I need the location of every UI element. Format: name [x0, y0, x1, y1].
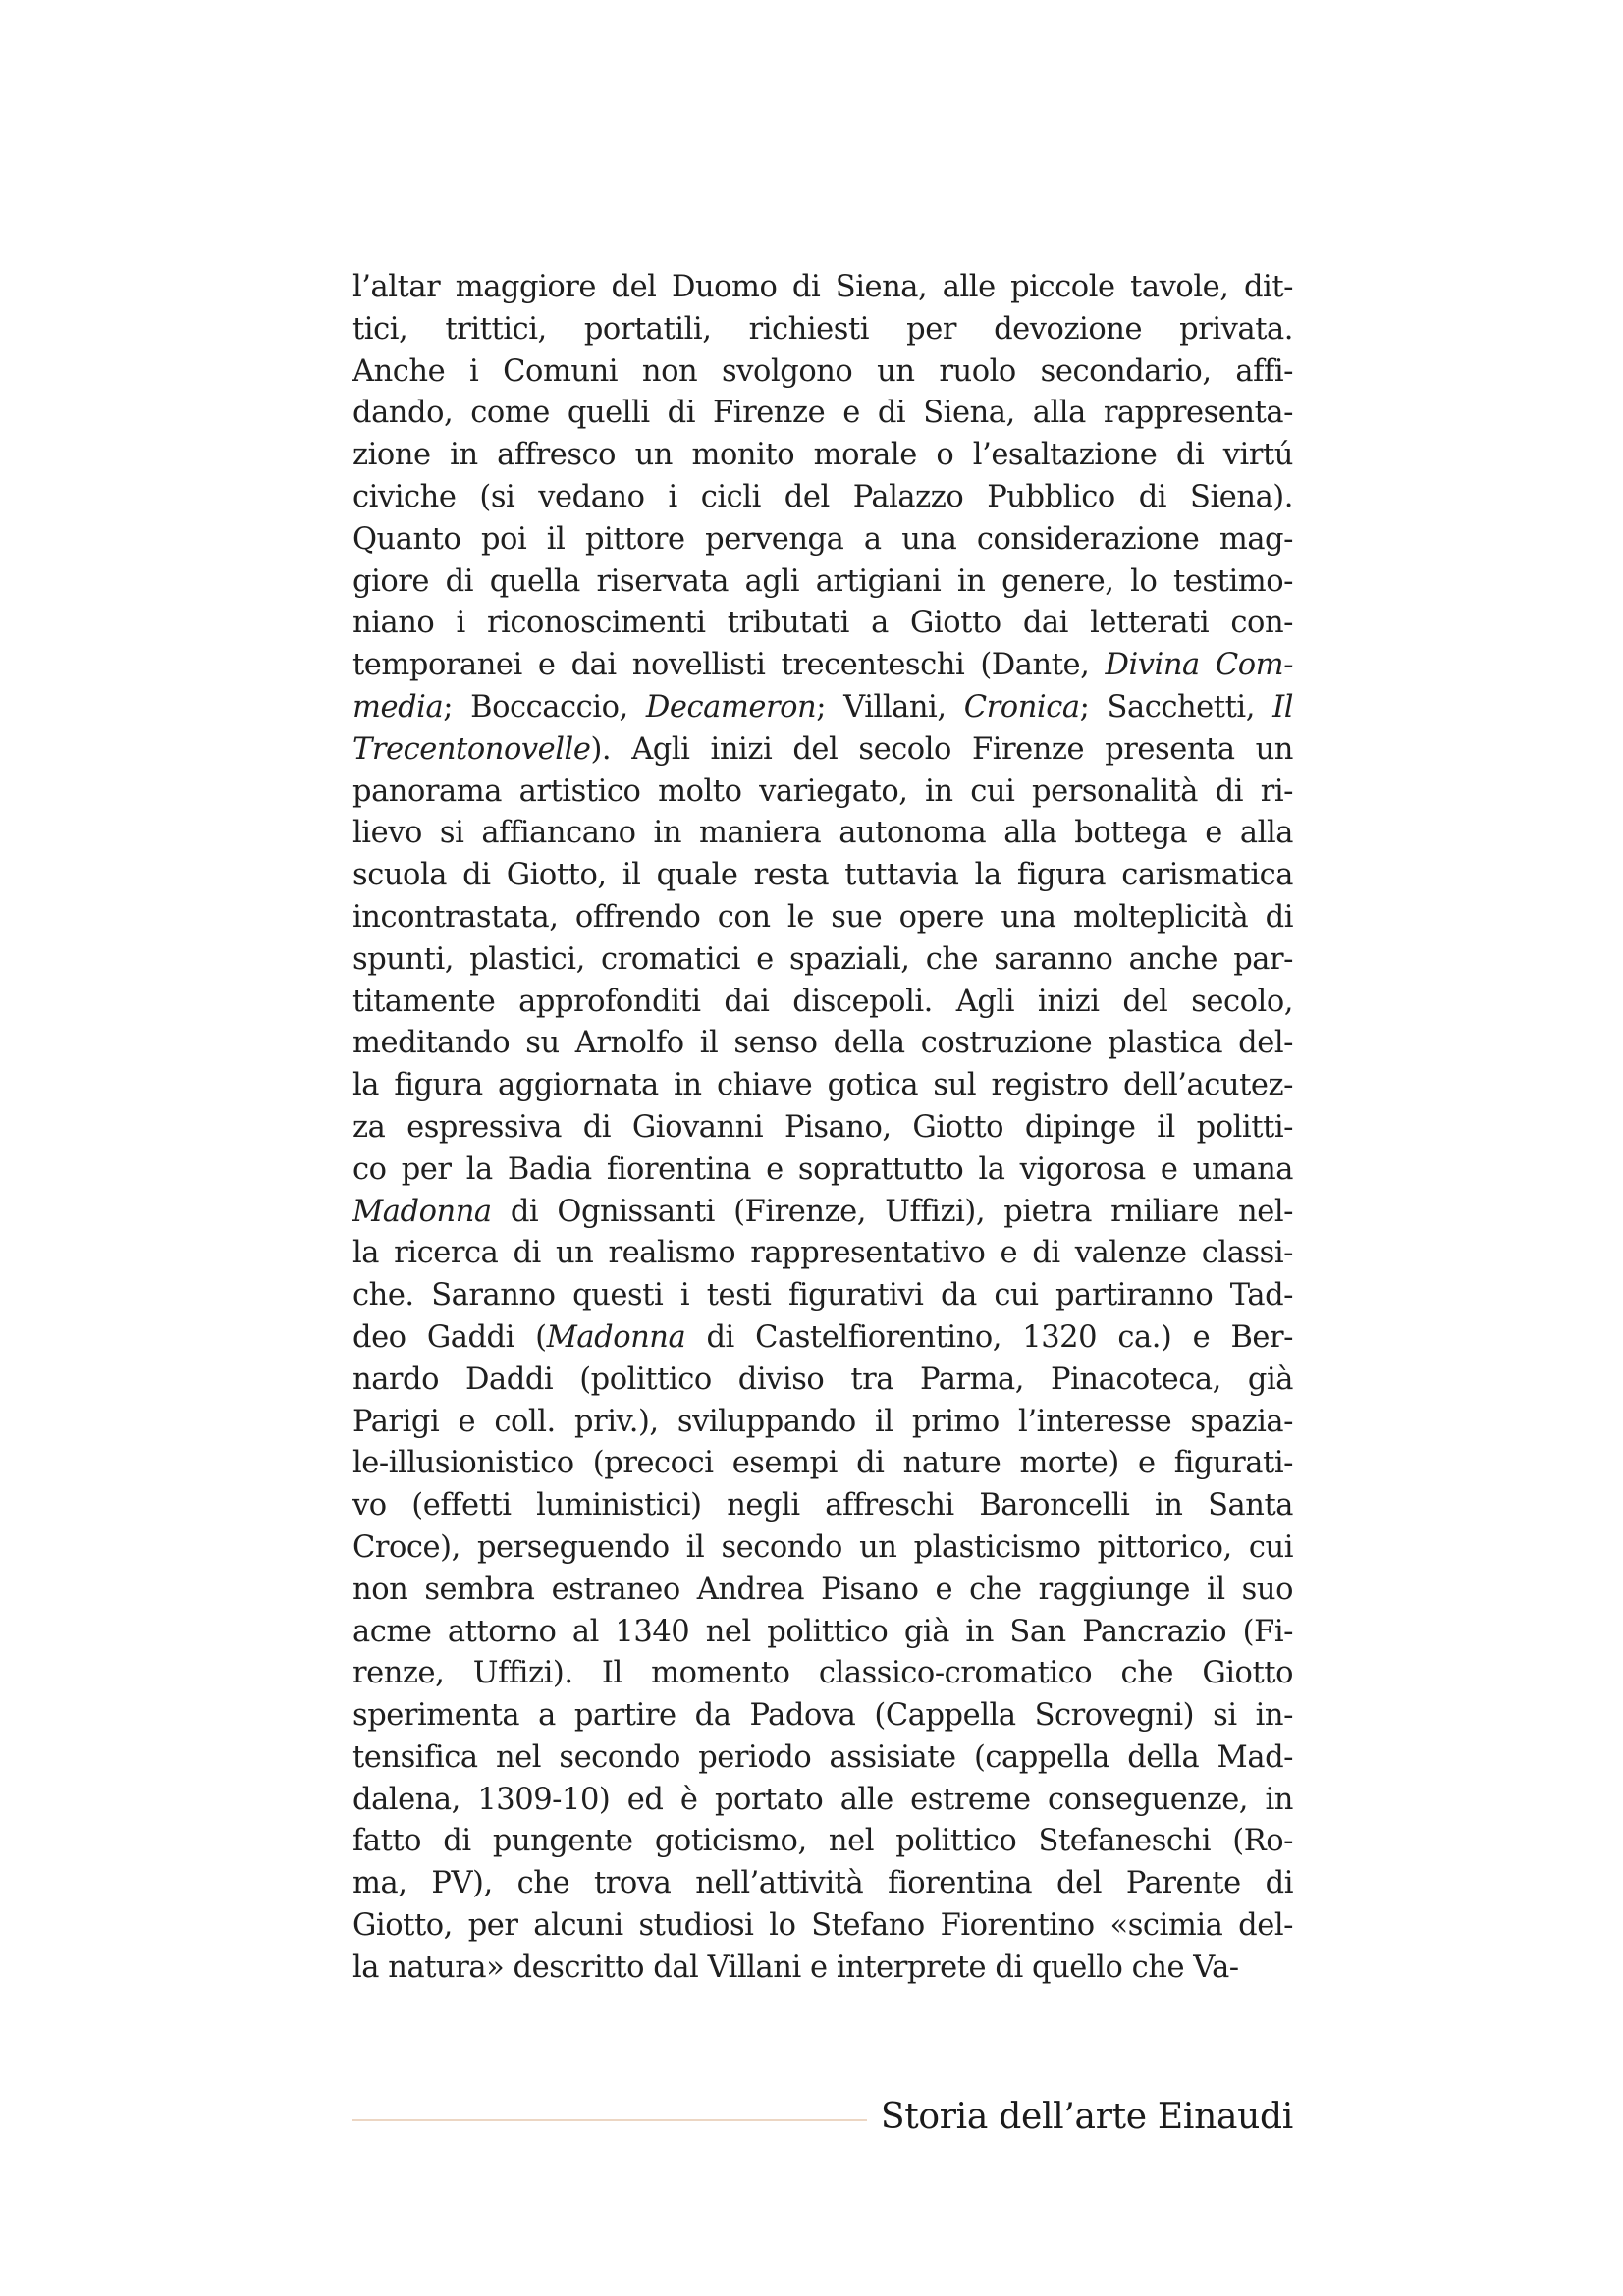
text-line: Anche i Comuni non svolgono un ruolo secondario, affi-: [352, 353, 1293, 389]
text-line: sperimenta a partire da Padova (Cappella Scrovegni) si in-: [352, 1698, 1293, 1734]
text-line: ma, PV), che trova nell’attività fiorentina del Parente di: [352, 1866, 1293, 1901]
text-line: zione in affresco un monito morale o l’esaltazione di virtú: [352, 438, 1293, 473]
footer-title: Storia dell’arte Einaudi: [880, 2097, 1293, 2137]
text-line: co per la Badia fiorentina e soprattutto la vigorosa e umana: [352, 1151, 1293, 1187]
italic-title: Il: [1272, 689, 1293, 724]
text-line: la ricerca di un realismo rappresentativo e di valenze classi-: [352, 1236, 1293, 1271]
text-line: la figura aggiornata in chiave gotica sul registro dell’acutez-: [352, 1068, 1293, 1103]
text-line: vo (effetti luministici) negli affreschi Baroncelli in Santa: [352, 1488, 1293, 1523]
italic-title: Cronica: [963, 689, 1080, 724]
text-line: za espressiva di Giovanni Pisano, Giotto dipinge il politti-: [352, 1109, 1293, 1145]
text-line: l’altar maggiore del Duomo di Siena, alle piccole tavole, dit-: [352, 270, 1293, 304]
text-line: niano i riconoscimenti tributati a Giotto dai letterati con-: [352, 606, 1293, 641]
text-line: Trecentonovelle). Agli inizi del secolo Firenze presenta un: [352, 731, 1293, 767]
text-line: spunti, plastici, cromatici e spaziali, che saranno anche par-: [352, 941, 1293, 977]
italic-title: Trecentonovelle: [352, 731, 591, 767]
text-line: giore di quella riservata agli artigiani in genere, lo testimo-: [352, 563, 1293, 599]
text-line: incontrastata, offrendo con le sue opere una molteplicità di: [352, 899, 1293, 934]
text-line: Giotto, per alcuni studiosi lo Stefano Fiorentino «scimia del-: [352, 1908, 1293, 1944]
text-line: Madonna di Ognissanti (Firenze, Uffizi), pietra rniliare nel-: [352, 1194, 1293, 1229]
italic-title: Madonna: [352, 1194, 492, 1229]
text-line: le-illusionistico (precoci esempi di nature morte) e figurati-: [352, 1446, 1293, 1481]
text-line: acme attorno al 1340 nel polittico già in San Pancrazio (Fi-: [352, 1614, 1293, 1649]
footer-rule: [352, 2119, 867, 2121]
text-line: tensifica nel secondo periodo assisiate (cappella della Mad-: [352, 1739, 1293, 1775]
italic-title: Decameron: [645, 689, 817, 724]
text-line: panorama artistico molto variegato, in cui personalità di ri-: [352, 774, 1293, 809]
text-line: dando, come quelli di Firenze e di Siena, alla rappresenta-: [352, 396, 1293, 431]
text-line: dalena, 1309-10) ed è portato alle estreme conseguenze, in: [352, 1782, 1293, 1817]
italic-title: Divina Com-: [1105, 648, 1293, 683]
text-line: titamente approfonditi dai discepoli. Agli inizi del secolo,: [352, 984, 1293, 1019]
text-line: nardo Daddi (polittico diviso tra Parma, Pinacoteca, già: [352, 1362, 1293, 1397]
italic-title: media: [352, 689, 444, 724]
text-line: non sembra estraneo Andrea Pisano e che raggiunge il suo: [352, 1572, 1293, 1607]
text-line: che. Saranno questi i testi figurativi da cui partiranno Tad-: [352, 1278, 1293, 1313]
text-line: Croce), perseguendo il secondo un plasticismo pittorico, cui: [352, 1529, 1293, 1565]
text-line: media; Boccaccio, Decameron; Villani, Cronica; Sacchetti, Il: [352, 689, 1293, 724]
text-line: civiche (si vedano i cicli del Palazzo Pubblico di Siena).: [352, 479, 1293, 514]
text-line: fatto di pungente goticismo, nel polittico Stefaneschi (Ro-: [352, 1824, 1293, 1859]
text-line: Quanto poi il pittore pervenga a una considerazione mag-: [352, 521, 1293, 557]
italic-title: Madonna: [546, 1319, 686, 1355]
text-line: temporanei e dai novellisti trecenteschi (Dante, Divina Com-: [352, 648, 1293, 683]
text-line: scuola di Giotto, il quale resta tuttavia la figura carismatica: [352, 858, 1293, 893]
text-line: la natura» descritto dal Villani e interprete di quello che Va-: [352, 1949, 1239, 1985]
text-line: renze, Uffizi). Il momento classico-cromatico che Giotto: [352, 1656, 1293, 1691]
text-line: lievo si affiancano in maniera autonoma alla bottega e alla: [352, 816, 1293, 851]
text-line: Parigi e coll. priv.), sviluppando il primo l’interesse spazia-: [352, 1404, 1293, 1439]
text-line: meditando su Arnolfo il senso della costruzione plastica del-: [352, 1026, 1293, 1061]
text-line: tici, trittici, portatili, richiesti per devozione privata.: [352, 311, 1293, 347]
text-line: deo Gaddi (Madonna di Castelfiorentino, 1320 ca.) e Ber-: [352, 1319, 1293, 1355]
body-text: [352, 267, 1293, 1990]
